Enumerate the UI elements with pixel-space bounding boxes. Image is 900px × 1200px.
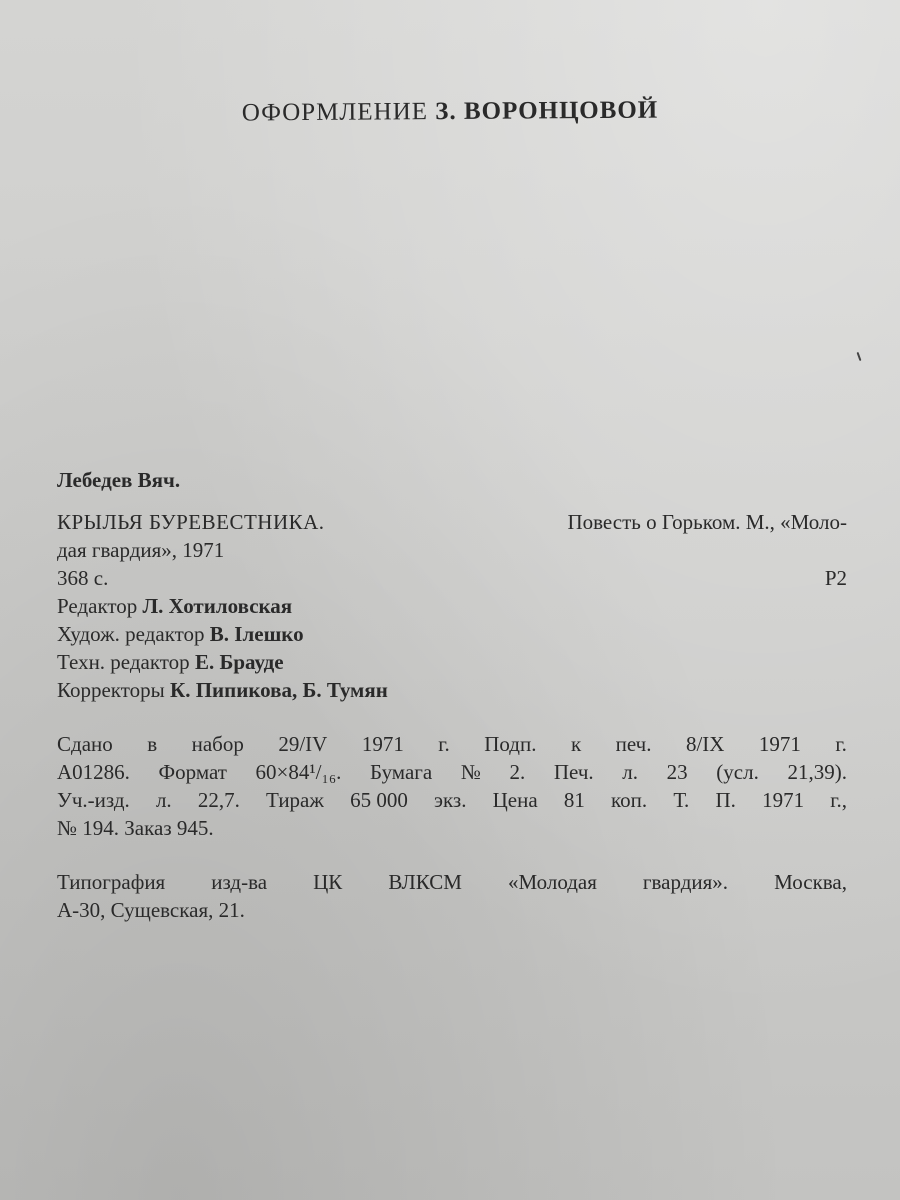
design-credit-name: З. ВОРОНЦОВОЙ — [435, 96, 659, 126]
imprint-word: 1971 — [758, 732, 801, 756]
imprint-word: П. — [715, 788, 736, 812]
imprint-word: № 194. Заказ 945. — [57, 816, 214, 840]
author-name: Лебедев Вяч. — [57, 468, 181, 492]
imprint-word: Москва, — [774, 870, 847, 894]
imprint-word: 2. — [509, 760, 526, 784]
printer-info — [57, 868, 847, 924]
imprint-word: Уч.-изд. — [57, 788, 130, 812]
imprint-word: «Молодая — [507, 870, 597, 894]
imprint-word: 29/IV — [278, 732, 328, 756]
staff-role: Худож. редактор — [57, 622, 205, 646]
staff-person: Л. Хотиловская — [142, 594, 293, 618]
staff-row-art-editor — [57, 620, 847, 648]
imprint-word: ВЛКСМ — [388, 870, 462, 894]
staff-person: В. Ілешко — [209, 622, 304, 646]
imprint-word: Тираж — [266, 788, 324, 812]
imprint-word: 1971 — [361, 732, 404, 756]
imprint-word: л. — [155, 788, 172, 812]
imprint-word: печ. — [615, 732, 652, 756]
staff-role: Редактор — [57, 594, 138, 618]
imprint-word: г., — [830, 788, 847, 812]
imprint-word: (усл. — [716, 760, 759, 784]
spacer — [57, 842, 847, 868]
spacer — [57, 704, 847, 730]
imprint-word: № — [460, 760, 481, 784]
imprint-word: 23 — [666, 760, 688, 784]
title-line-1 — [57, 508, 847, 536]
technical-details — [57, 730, 847, 842]
page-count: 368 с. — [57, 566, 109, 590]
imprint-word: набор — [191, 732, 244, 756]
imprint-word: Подп. — [484, 732, 537, 756]
imprint-word: Сдано — [57, 732, 113, 756]
imprint-block — [57, 466, 847, 924]
imprint-word: Печ. — [553, 760, 594, 784]
imprint-word: Т. — [673, 788, 690, 812]
imprint-word: 21,39). — [787, 760, 847, 784]
imprint-word: 65 000 — [350, 788, 408, 812]
book-title: КРЫЛЬЯ БУРЕВЕСТНИКА. — [57, 510, 325, 534]
tech-line-1 — [57, 730, 847, 758]
imprint-word: 81 — [563, 788, 585, 812]
imprint-word: 1971 — [762, 788, 805, 812]
design-credit — [0, 95, 900, 129]
imprint-word: г. — [835, 732, 847, 756]
imprint-word: г. — [438, 732, 450, 756]
staff-role: Техн. редактор — [57, 650, 190, 674]
imprint-word: к — [570, 732, 582, 756]
imprint-word: Цена — [492, 788, 538, 812]
tech-line-4 — [57, 814, 847, 842]
tech-line-2 — [57, 758, 847, 786]
imprint-word: экз. — [433, 788, 467, 812]
imprint-word: А-30, Сущевская, 21. — [57, 898, 245, 922]
imprint-word: гвардия». — [642, 870, 729, 894]
book-subtitle: Повесть о Горьком. М., «Моло- — [567, 510, 847, 534]
print-speck — [857, 352, 862, 361]
imprint-word: Формат — [158, 760, 227, 784]
design-credit-prefix: ОФОРМЛЕНИЕ — [241, 98, 429, 127]
staff-row-tech-editor — [57, 648, 847, 676]
printer-line-1 — [57, 868, 847, 896]
staff-person: К. Пипикова, Б. Тумян — [169, 678, 388, 702]
staff-person: Е. Брауде — [194, 650, 284, 674]
imprint-word: л. — [622, 760, 639, 784]
staff-row-editor — [57, 592, 847, 620]
imprint-word: Бумага — [370, 760, 433, 784]
imprint-word: в — [147, 732, 158, 756]
tech-line-3 — [57, 786, 847, 814]
staff-row-proofreaders — [57, 676, 847, 704]
classification-code: Р2 — [824, 566, 847, 590]
printer-line-2 — [57, 896, 847, 924]
imprint-word: А01286. — [57, 760, 130, 784]
imprint-word: 22,7. — [197, 788, 240, 812]
imprint-word: ЦК — [313, 870, 343, 894]
imprint-word: изд-ва — [211, 870, 268, 894]
imprint-word: Типография — [57, 870, 166, 894]
imprint-word: коп. — [611, 788, 648, 812]
imprint-word: 8/IX — [685, 732, 725, 756]
pages-row — [57, 564, 847, 592]
imprint-word: 60×84¹/₁₆. — [255, 760, 342, 784]
title-line-2: дая гвардия», 1971 — [57, 538, 225, 562]
staff-role: Корректоры — [57, 678, 165, 702]
